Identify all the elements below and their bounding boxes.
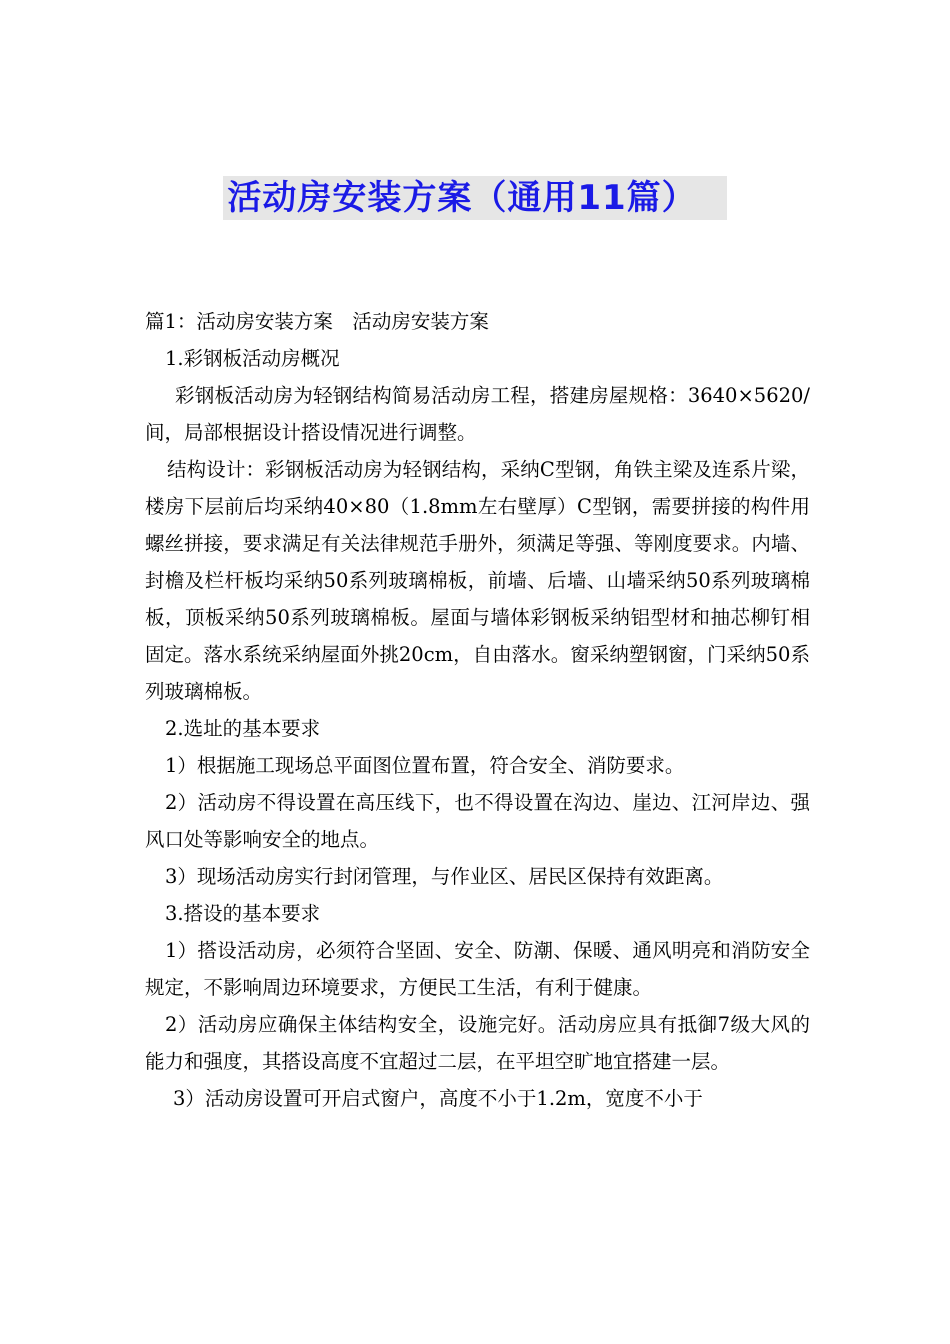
title-container <box>0 176 950 220</box>
document-title: 活动房安装方案（通用11篇） <box>223 176 726 220</box>
list-item: 2）活动房应确保主体结构安全，设施完好。活动房应具有抵御7级大风的能力和强度，其搭设高度不宜超过二层，在平坦空旷地宜搭建一层。 <box>145 1013 810 1073</box>
paragraph-overview: 彩钢板活动房为轻钢结构简易活动房工程，搭建房屋规格：3640×5620/间，局部根据设计搭设情况进行调整。 <box>145 384 810 444</box>
list-item: 3）现场活动房实行封闭管理，与作业区、居民区保持有效距离。 <box>165 865 724 888</box>
section-heading-3: 3.搭设的基本要求 <box>165 902 321 925</box>
document-body <box>145 303 810 1117</box>
section-heading-2: 2.选址的基本要求 <box>165 717 321 740</box>
paragraph-structure: 结构设计：彩钢板活动房为轻钢结构，采纳C型钢，角铁主梁及连系片梁，楼房下层前后均采纳40×80（1.8mm左右壁厚）C型钢，需要拼接的构件用螺丝拼接，要求满足有关法律规范手册外，须满足等强、等刚度要求。内墙、封檐及栏杆板均采纳50系列玻璃棉板，前墙、后墙、山墙采纳50系列玻璃棉板，顶板采纳50系列玻璃棉板。屋面与墙体彩钢板采纳铝型材和抽芯柳钉相固定。落水系统采纳屋面外挑20cm，自由落水。窗采纳塑钢窗，门采纳50系列玻璃棉板。 <box>145 458 810 703</box>
list-item: 1）搭设活动房，必须符合坚固、安全、防潮、保暖、通风明亮和消防安全规定，不影响周边环境要求，方便民工生活，有利于健康。 <box>145 939 810 999</box>
list-item: 2）活动房不得设置在高压线下，也不得设置在沟边、崖边、江河岸边、强风口处等影响安全的地点。 <box>145 791 810 851</box>
section-heading-1: 1.彩钢板活动房概况 <box>165 347 340 370</box>
paragraph-heading: 篇1：活动房安装方案 活动房安装方案 <box>145 310 489 333</box>
list-item: 1）根据施工现场总平面图位置布置，符合安全、消防要求。 <box>165 754 685 777</box>
list-item: 3）活动房设置可开启式窗户，高度不小于1.2m，宽度不小于 <box>173 1087 703 1110</box>
